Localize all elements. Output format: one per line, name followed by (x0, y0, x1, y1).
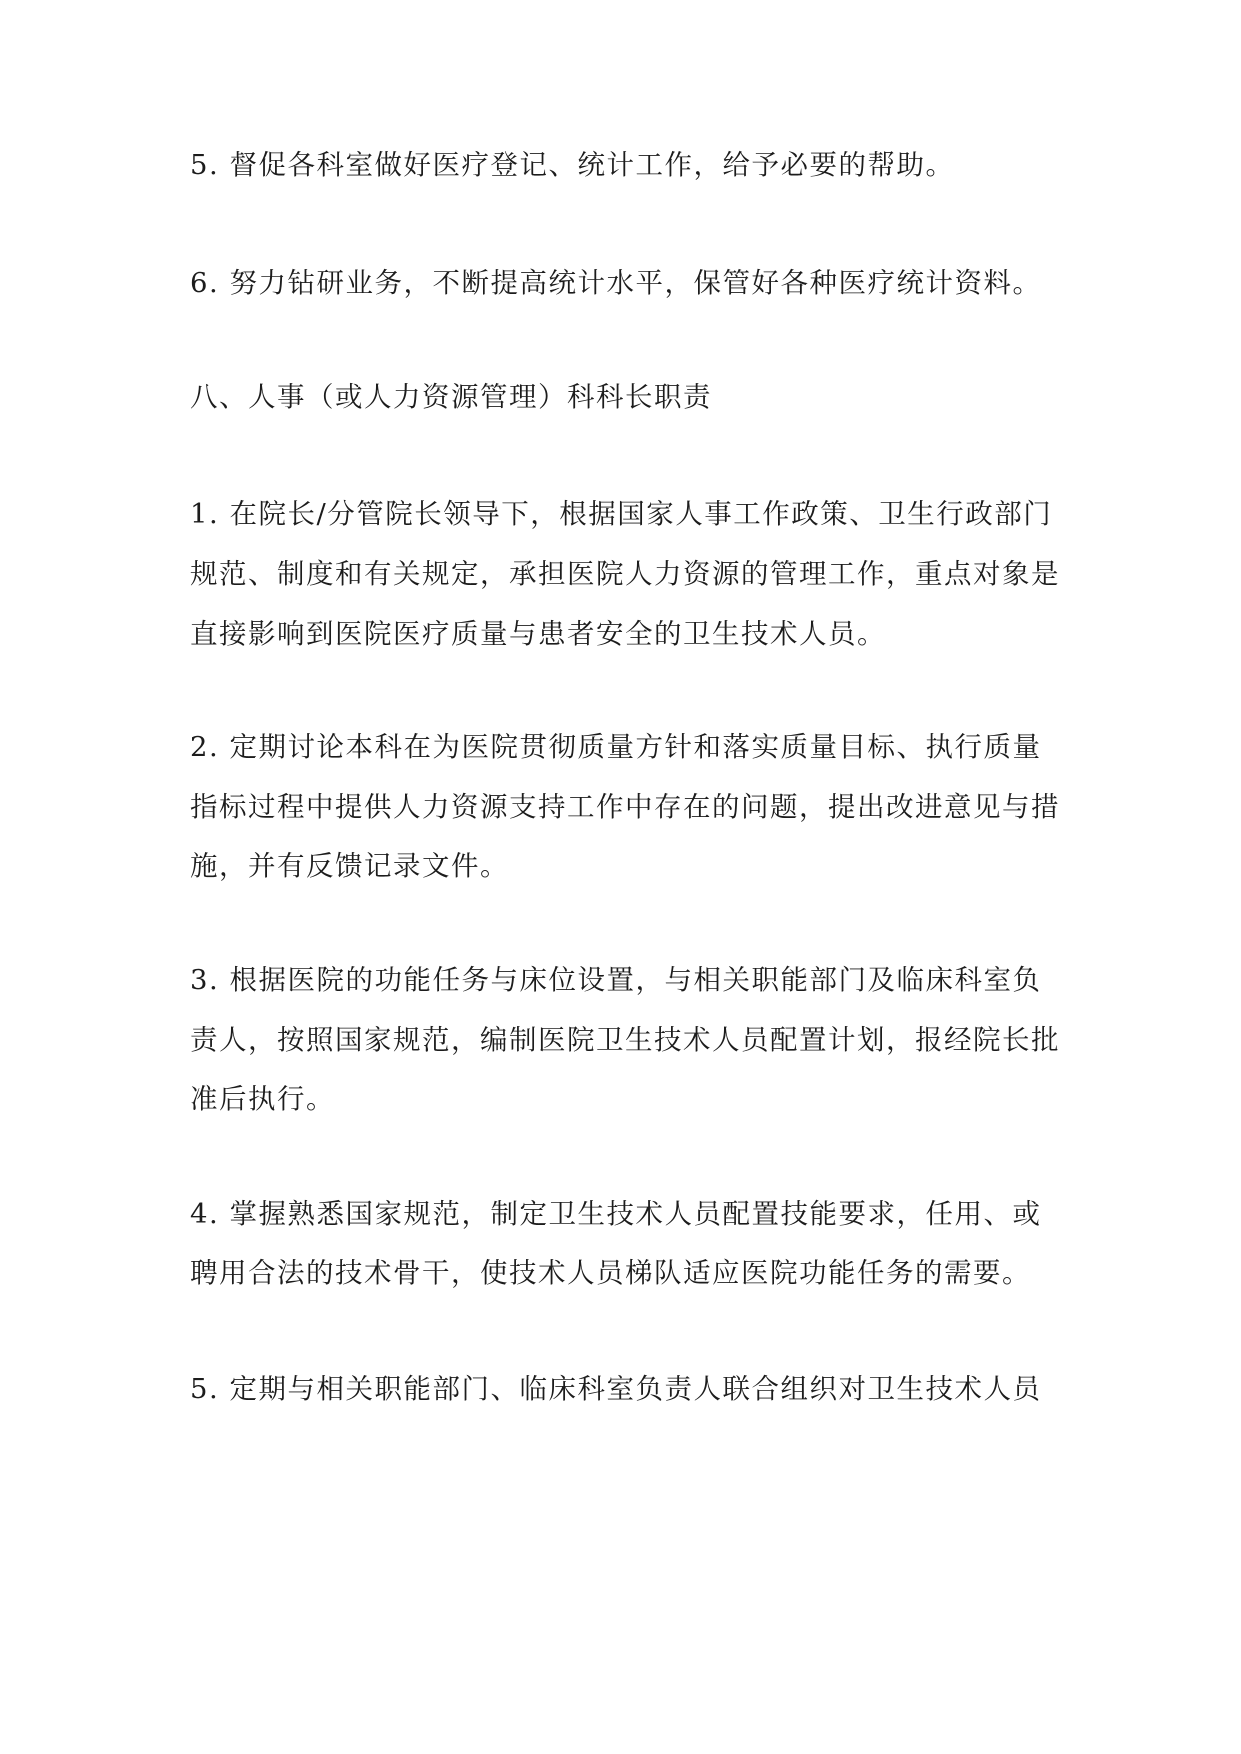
hr-duty-1-line-3: 直接影响到医院医疗质量与患者安全的卫生技术人员。 (190, 618, 886, 650)
duty-item-6-line-1: 6. 努力钻研业务，不断提高统计水平，保管好各种医疗统计资料。 (190, 267, 1042, 299)
hr-duty-3-line-2: 责人，按照国家规范，编制医院卫生技术人员配置计划，报经院长批 (190, 1024, 1060, 1056)
hr-duty-5-line-1: 5. 定期与相关职能部门、临床科室负责人联合组织对卫生技术人员 (190, 1373, 1042, 1405)
hr-duty-3-line-1: 3. 根据医院的功能任务与床位设置，与相关职能部门及临床科室负 (190, 964, 1042, 996)
hr-duty-4-line-2: 聘用合法的技术骨干，使技术人员梯队适应医院功能任务的需要。 (190, 1257, 1031, 1289)
hr-duty-1-line-1: 1. 在院长/分管院长领导下，根据国家人事工作政策、卫生行政部门 (190, 498, 1053, 530)
duty-item-5-line-1: 5. 督促各科室做好医疗登记、统计工作，给予必要的帮助。 (190, 149, 955, 181)
hr-duty-2-line-2: 指标过程中提供人力资源支持工作中存在的问题，提出改进意见与措 (190, 791, 1060, 823)
hr-duty-1-line-2: 规范、制度和有关规定，承担医院人力资源的管理工作，重点对象是 (190, 558, 1060, 590)
hr-duty-3-line-3: 准后执行。 (190, 1083, 335, 1115)
section-heading-hr-chief-duties: 八、人事（或人力资源管理）科科长职责 (190, 381, 712, 413)
hr-duty-2-line-1: 2. 定期讨论本科在为医院贯彻质量方针和落实质量目标、执行质量 (190, 731, 1042, 763)
hr-duty-4-line-1: 4. 掌握熟悉国家规范，制定卫生技术人员配置技能要求，任用、或 (190, 1198, 1042, 1230)
hr-duty-2-line-3: 施，并有反馈记录文件。 (190, 850, 509, 882)
